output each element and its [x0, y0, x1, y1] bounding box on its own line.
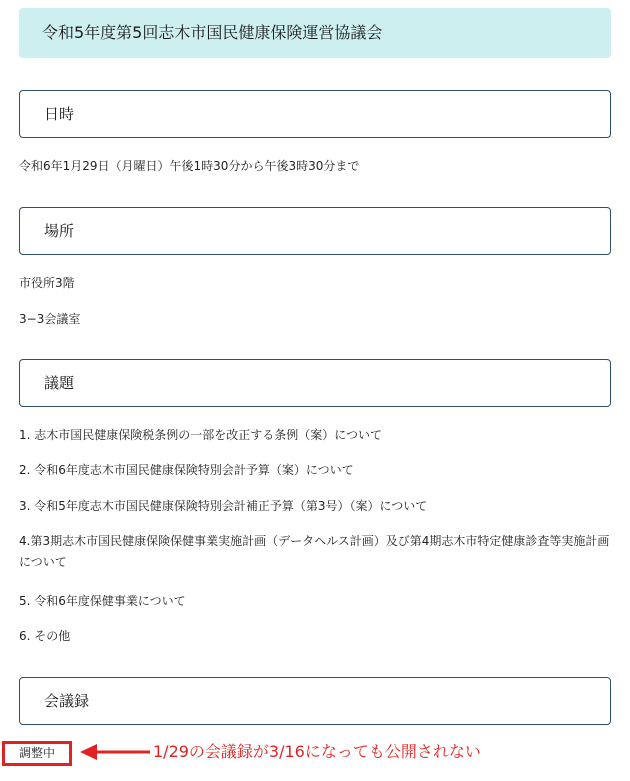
agenda-item-1: 1. 志木市国民健康保険税条例の一部を改正する条例（案）について [19, 428, 383, 442]
place-line-1: 市役所3階 [19, 276, 75, 290]
agenda-item-5: 5. 令和6年度保健事業について [19, 594, 186, 608]
agenda-item-4: 4.第3期志木市国民健康保険保健事業実施計画（データヘルス計画）及び第4期志木市特定健康診査等実施計画について [19, 534, 610, 569]
page-title: 令和5年度第5回志木市国民健康保険運営協議会 [19, 8, 611, 58]
place-line-2: 3−3会議室 [19, 312, 81, 326]
datetime-text: 令和6年1月29日（月曜日）午後1時30分から午後3時30分まで [19, 159, 360, 173]
annotation-text: 1/29の会議録が3/16になっても公開されない [153, 742, 481, 761]
minutes-status-badge: 調整中 [2, 741, 72, 766]
annotation-arrow-icon [80, 740, 150, 764]
section-heading-place: 場所 [19, 207, 611, 255]
section-heading-minutes: 会議録 [19, 677, 611, 725]
agenda-item-2: 2. 令和6年度志木市国民健康保険特別会計予算（案）について [19, 463, 354, 477]
agenda-item-6: 6. その他 [19, 629, 71, 643]
agenda-item-3: 3. 令和5年度志木市国民健康保険特別会計補正予算（第3号）（案）について [19, 499, 428, 513]
section-heading-agenda: 議題 [19, 359, 611, 407]
section-heading-datetime: 日時 [19, 90, 611, 138]
